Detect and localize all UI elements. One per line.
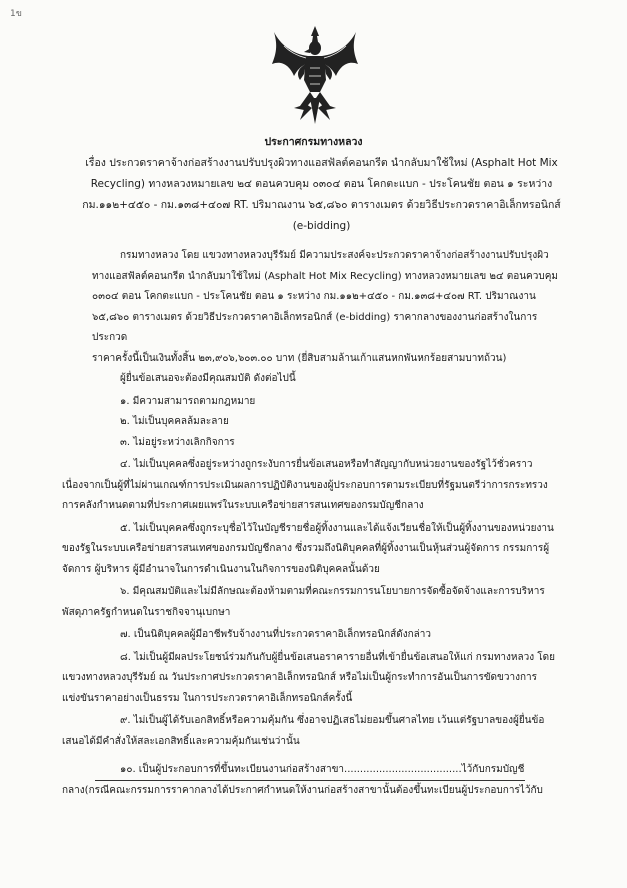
item-line: พัสดุภาครัฐกำหนดในราชกิจจานุเบกษา bbox=[62, 606, 231, 618]
subject-line: เรื่อง ประกวดราคาจ้างก่อสร้างงานปรับปรุงผิวทางแอสฟัลต์คอนกรีต นำกลับมาใช้ใหม่ (Asphalt Hot Mix bbox=[85, 157, 558, 169]
intro-line: ราคาครั้งนี้เป็นเงินทั้งสิ้น ๒๓,๙๐๖,๖๐๓.๐๐ บาท (ยี่สิบสามล้านเก้าแสนหกพันหกร้อยสามบาทถ้วน) bbox=[92, 352, 507, 364]
divider-line bbox=[95, 780, 525, 781]
qualification-item-4 bbox=[0, 455, 627, 517]
item-line: ๙. ไม่เป็นผู้ได้รับเอกสิทธิ์หรือความคุ้มกัน ซึ่งอาจปฏิเสธไม่ยอมขึ้นศาลไทย เว้นแต่รัฐบาลของผู้ยื่นข้อ bbox=[120, 715, 545, 726]
subject-line: (e-bidding) bbox=[292, 220, 351, 232]
garuda-emblem bbox=[270, 24, 360, 126]
announcement-subject bbox=[68, 153, 575, 237]
subject-line: Recycling) ทางหลวงหมายเลข ๒๔ ตอนควบคุม ๐๓๐๔ ตอน โคกตะแบก - ประโคนชัย ตอน ๑ ระหว่าง bbox=[90, 178, 553, 190]
intro-line: ทางแอสฟัลต์คอนกรีต นำกลับมาใช้ใหม่ (Asphalt Hot Mix Recycling) ทางหลวงหมายเลข ๒๔ ตอนควบคุม bbox=[92, 270, 558, 282]
item-line: ๔. ไม่เป็นบุคคลซึ่งอยู่ระหว่างถูกระงับการยื่นข้อเสนอหรือทำสัญญากับหน่วยงานของรัฐไว้ชั่วคราว bbox=[120, 459, 533, 470]
qualification-item-6 bbox=[0, 582, 627, 623]
qualification-item-7: ๗. เป็นนิติบุคคลผู้มีอาชีพรับจ้างงานที่ประกวดราคาอิเล็กทรอนิกส์ดังกล่าว bbox=[120, 629, 432, 640]
item-line: ๖. มีคุณสมบัติและไม่มีลักษณะต้องห้ามตามที่คณะกรรมการนโยบายการจัดซื้อจัดจ้างและการบริหาร bbox=[120, 586, 545, 597]
subject-line: กม.๑๑๒+๔๕๐ - กม.๑๓๘+๔๐๗ RT. ปริมาณงาน ๖๕,๘๖๐ ตารางเมตร ด้วยวิธีประกวดราคาอิเล็กทรอนิกส์ bbox=[82, 199, 561, 211]
qualification-item-2: ๒. ไม่เป็นบุคคลล้มละลาย bbox=[120, 416, 229, 427]
intro-line: กรมทางหลวง โดย แขวงทางหลวงบุรีรัมย์ มีความประสงค์จะประกวดราคาจ้างก่อสร้างงานปรับปรุงผิว bbox=[120, 250, 549, 261]
item-line: ๘. ไม่เป็นผู้มีผลประโยชน์ร่วมกันกับผู้ยื่นข้อเสนอราคารายอื่นที่เข้ายื่นข้อเสนอให้แก่ กรมทางหลวง โดย bbox=[120, 651, 556, 663]
item-line: ของรัฐในระบบเครือข่ายสารสนเทศของกรมบัญชีกลาง ซึ่งรวมถึงนิติบุคคลที่ผู้ทิ้งงานเป็นหุ้นส่วนผู้จัดการ กรรมการผู้ bbox=[62, 543, 550, 554]
qualification-item-9 bbox=[0, 711, 627, 752]
header bbox=[0, 132, 627, 237]
page-number: 1ข bbox=[10, 9, 22, 19]
document-body bbox=[0, 246, 627, 801]
item-line: กลาง(กรณีคณะกรรมการราคากลางได้ประกาศกำหนดให้งานก่อสร้างสาขานั้นต้องขึ้นทะเบียนผู้ประกอบการไว้กับ bbox=[62, 784, 543, 796]
intro-paragraph bbox=[0, 246, 627, 369]
item-line: แข่งขันราคาอย่างเป็นธรรม ในการประกวดราคาอิเล็กทรอนิกส์ครั้งนี้ bbox=[62, 692, 353, 704]
intro-line: ๖๕,๘๖๐ ตารางเมตร ด้วยวิธีประกวดราคาอิเล็กทรอนิกส์ (e-bidding) ราคากลางของงานก่อสร้างในการประกวด bbox=[92, 311, 538, 343]
qualification-item-3: ๓. ไม่อยู่ระหว่างเลิกกิจการ bbox=[120, 436, 235, 448]
item-line: ๑๐. เป็นผู้ประกอบการที่ขึ้นทะเบียนงานก่อสร้างสาขา.....................................ไว้กับกรมบัญชี bbox=[120, 764, 525, 775]
item-line: แขวงทางหลวงบุรีรัมย์ ณ วันประกาศประกวดราคาอิเล็กทรอนิกส์ หรือไม่เป็นผู้กระทำการอันเป็นการขัดขวางการ bbox=[62, 672, 538, 683]
item-line: ๕. ไม่เป็นบุคคลซึ่งถูกระบุชื่อไว้ในบัญชีรายชื่อผู้ทิ้งงานและได้แจ้งเวียนชื่อให้เป็นผู้ทิ้งงานของหน่วยงาน bbox=[120, 522, 554, 534]
qualification-item-1: ๑. มีความสามารถตามกฎหมาย bbox=[120, 395, 256, 407]
intro-line: ๐๓๐๔ ตอน โคกตะแบก - ประโคนชัย ตอน ๑ ระหว่าง กม.๑๑๒+๔๕๐ - กม.๑๓๘+๔๐๗ RT. ปริมาณงาน bbox=[92, 291, 536, 302]
item-line: เสนอได้มีคำสั่งให้สละเอกสิทธิ์และความคุ้มกันเช่นว่านั้น bbox=[62, 735, 300, 747]
announcement-title: ประกาศกรมทางหลวง bbox=[264, 136, 363, 148]
qualification-heading: ผู้ยื่นข้อเสนอจะต้องมีคุณสมบัติ ดังต่อไปนี้ bbox=[120, 373, 296, 384]
item-line: เนื่องจากเป็นผู้ที่ไม่ผ่านเกณฑ์การประเมินผลการปฏิบัติงานของผู้ประกอบการตามระเบียบที่รัฐมนตรีว่าการกระทรวง bbox=[62, 479, 548, 491]
qualification-item-5 bbox=[0, 519, 627, 581]
item-line: การคลังกำหนดตามที่ประกาศเผยแพร่ในระบบเครือข่ายสารสนเทศของกรมบัญชีกลาง bbox=[62, 500, 424, 511]
qualification-item-8 bbox=[0, 648, 627, 710]
item-line: จัดการ ผู้บริหาร ผู้มีอำนาจในการดำเนินงานในกิจการของนิติบุคคลนั้นด้วย bbox=[62, 563, 380, 575]
